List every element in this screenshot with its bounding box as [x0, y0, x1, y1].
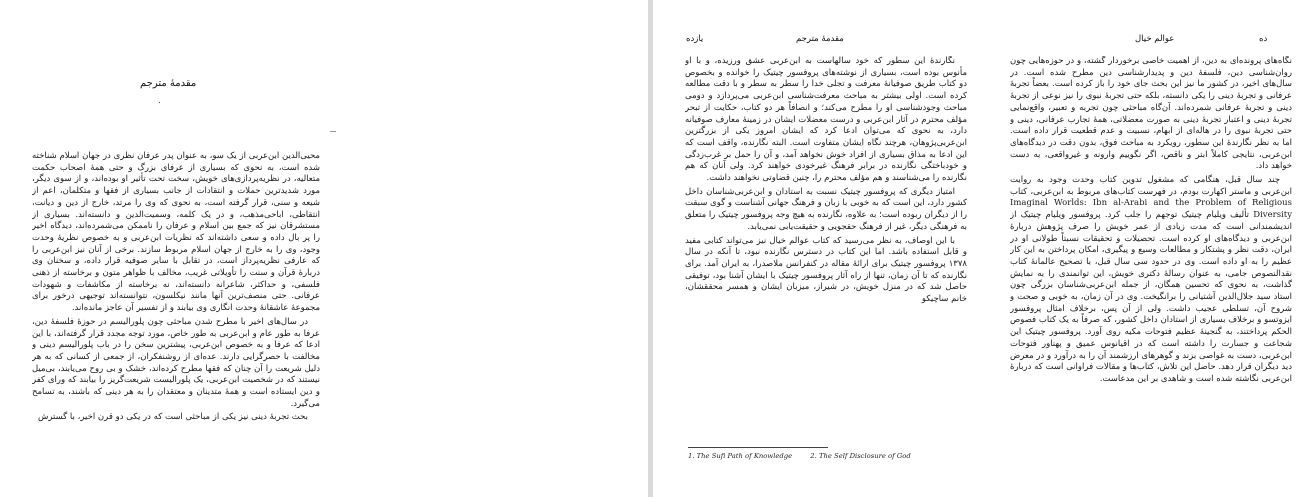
column-right-body	[1010, 56, 1292, 476]
footnote: 1. The Sufi Path of Knowledge	[688, 452, 793, 460]
footnote-rule	[688, 447, 828, 448]
ornament-dot: .	[158, 96, 161, 106]
left-page	[0, 0, 648, 497]
right-page	[653, 0, 1302, 497]
running-header: عوالم خیال	[1135, 34, 1175, 44]
page-title: مقدمهٔ مترجم	[140, 78, 197, 89]
footnote: 2. The Self Disclosure of God	[810, 452, 911, 460]
footnotes	[688, 452, 927, 460]
paragraph: محیی‌الدین ابن‌عربی از یک سو، به عنوان پدر عرفان نظری در جهان اسلام شناخته شده است، به نحوی که بسیاری از عرفای بزرگ و حتی همهٔ اصحاب حکمت متعالیه، در نظریه‌پردازی‌های خویش، سخت تحت تأثیر او بوده‌اند، و از سوی دیگر، مورد شدیدترین حملات و انتقادات از جانب بسیاری از فقها و متکلمان، اعم از شیعه و سنی، قرار گرفته است، به نحوی که وی را مرتد، خارج از دین و دیانت، انتقاطی، اباحی‌مذهب، و در یک کلمه، وسمیت‌الدین و دانسته‌اند. بسیاری از مستشرقان نیز که جمع بین اسلام و عرفان را ناممکن می‌شمرده‌اند، دیدگاه اخیر را پر بال داده و سعی داشته‌اند که نظریات ابن‌عربی و به خصوص نظریهٔ وحدت وجود، وی را به خارج از جهان اسلام مربوط سازند. برخی از آنان نیز ابن‌عربی را که عارفی نظریه‌پرداز است، در تقابل با سایر صوفیه قرار داده، و سخنان وی دربارهٔ قرآن و سنت را تأویلاتی غریب، مخالف با ظواهر متون و برخاسته از ذهنی فلسفی، و حداکثر، شاعرانه دانسته‌اند، نه برخاسته از مکاشفات و شهودات عرفانی. حتی منصف‌ترین آنها مانند نیکلسون، نتوانسته‌اند توجیهی درخور برای مجموعهٔ عاشقانهٔ وحدت انگاری وی بیابند و از تفسیر آن عاجز مانده‌اند.	[32, 151, 320, 314]
page-number: ده	[1259, 34, 1268, 44]
paragraph: نگارندهٔ این سطور که خود سالهاست به ابن‌عربی عشق ورزیده، و با او مأنوس بوده است، بسیاری از نوشته‌های پروفسور چیتیک را خوانده و بخصوص دو کتاب طریق صوفیانهٔ معرفت و تجلی خدا را سطر به سطر و با دقت مطالعه کرده است. اولی بیشتر به مباحث معرفت‌شناسی ابن‌عربی می‌پردازد و دومی مباحث وجودشناسی او را مطرح می‌کند؛ و انصافاً هر دو کتاب، حکایت از تبحر مؤلف محترم در آثار ابن‌عربی و درست معضلات ایشان در زمینهٔ معارف صوفیانه دارد، به نحوی که می‌توان ادعا کرد که ایشان امروز یکی از بزرگترین ابن‌عربی‌پژوهان، هرچند نگاه ایشان متفاوت است. البته نگارنده، واقف است که این ادعا به مذاق بسیاری از افراد خوش نخواهد آمد، و آن را حمل بر غرب‌زدگی و خودباختگی نگارنده در برابر فرهنگ غیرخودی خواهند کرد. ولی آنان که هم نگارنده را می‌شناسند و هم مؤلف محترم را، چنین قضاوتی نخواهند داشت.	[685, 56, 967, 184]
running-header: مقدمهٔ مترجم	[796, 34, 844, 44]
left-page-body	[32, 151, 320, 491]
paragraph: امتیاز دیگری که پروفسور چیتیک نسبت به استادان و ابن‌عربی‌شناسان داخل کشور دارد، این است که به خوبی با زبان و فرهنگ جهانی آشناست و گوی سبقت را از دیگران ربوده است؛ به علاوه، نگارنده به هیچ وجه پروفسور چیتیک را متعلق به فرهنگی دیگر، غیر از فرهنگ حقجویی و حقیقت‌یابی نمی‌یابد.	[685, 186, 967, 232]
page-number: یازده	[686, 34, 704, 44]
paragraph: بحث تجربهٔ دینی نیز یکی از مباحثی است که در یکی دو قرن اخیر، با گسترش	[37, 412, 308, 423]
paragraph: نگاه‌های پرونده‌ای به دین، از اهمیت خاصی برخوردار گشته، و در حوزه‌هایی چون روان‌شناسی دین، فلسفهٔ دین و پدیدارشناسی دین مطرح شده است. در سال‌های اخیر، در کشور ما نیز این بحث جای خود را باز کرده است. بعضاً تجربهٔ عرفانی و تجربهٔ دینی را یکی دانسته، بلکه حتی تجربهٔ نبوی را نیز نوعی از تجربهٔ دینی و تجربهٔ عرفانی شمرده‌اند. آن‌گاه مباحثی چون تجربه و تعبیر، واقع‌نمایی تجربهٔ دینی و اعتبار تجربهٔ دینی به صورت معضلاتی، همهٔ تجارب عرفانی، دینی و حتی تجربهٔ نبوی را در هاله‌ای از ابهام، نسبیت و عدم قطعیت قرار داده است. اما به نظر نگارندهٔ این سطور، رویکرد به مباحث فوق، بدون دقت در دیدگاه‌های ابن‌عربی، نتایجی کاملاً ابتر و ناقص، اگر نگوییم وارونه و غیرواقعی، به دست خواهد داد.	[1010, 56, 1292, 172]
margin-mark	[330, 131, 336, 132]
column-left-body	[685, 56, 967, 440]
paragraph: چند سال قبل، هنگامی که مشغول تدوین کتاب وحدت وجود به روایت ابن‌عربی و ماستر اکهارت بودم، در فهرست کتاب‌های مربوط به ابن‌عربی، کتاب Imaginal Worlds: Ibn al-Arabi and the Problem of Religious Diversity تألیف ویلیام چیتیک توجهم را جلب کرد. پروفسور ویلیام چیتیک از اندیشمندانی است که مدت زیادی از عمر خویش را صرف پژوهش دربارهٔ ابن‌عربی و دیدگاه‌های او کرده است. تحصیلات و تحقیقات نسبتاً طولانی او در ایران، دقت نظر و پشتکار و مطالعات وسیع و پیگیری، امکان پرداختن به این کار عظیم را به او داده است. وی در حدود سی سال قبل، با تصحیح عالمانهٔ کتاب نقدالنصوص جامی، به عنوان رسالهٔ دکتری خویش، این توانمندی را به نمایش گذاشت، به نحوی که تحسین همگان، از جمله ابن‌عربی‌شناسان بزرگی چون استاد سید جلال‌الدین آشتیانی را برانگیخت. وی در آن زمان، به خوبی و صحت و شروح آن، تسلطی عجیب داشت. ولی از آن پس، برخلاف امثال پروفسور ایزوتسو و برخلاف بسیاری از استادان داخل کشور، که صرفاً به یک کتاب فصوص الحکم پرداختند، به گنجینهٔ عظیم فتوحات مکیه روی آورد. پروفسور چیتیک این شجاعت و جسارت را داشته است که در اقیانوس عمیق و پهناور فتوحات ابن‌عربی، دست به غواصی بزند و گوهرهای ارزشمند آن را به درآورد و در معرض دید دیگران قرار دهد. حاصل این تلاش، کتاب‌ها و مقالات فراوانی است که دربارهٔ ابن‌عربی نگاشته شده است و شاهدی بر این مدعاست.	[1010, 175, 1292, 384]
paragraph: در سال‌های اخیر با مطرح شدن مباحثی چون پلورالیسم در حوزهٔ فلسفهٔ دین، عرفا به طور عام و ابن‌عربی به طور خاص، مورد توجه مجدد قرار گرفته‌اند، با این ادعا که عرفا و به خصوص ابن‌عربی، پیشترین سخن را در باب پلورالیسم دینی و مخالفت با حصرگرایی دارند. عده‌ای از روشنفکران، از جمعی از کسانی که به هر دلیل شریعت را آن چنان که فقها مطرح کرده‌اند، خشک و بی روح می‌یابند، بی‌میل نیستند که در شخصیت ابن‌عربی، یک پلورالیست شریعت‌گریز را بیابند که ورای کفر و دین ایستاده است و همهٔ متدینان و معتقدان را به هر دینی که باشند، به تسامح می‌گیرد.	[32, 316, 320, 409]
paragraph: با این اوصاف، به نظر می‌رسید که کتاب عوالم خیال نیز می‌تواند کتابی مفید و قابل استفاده باشد. اما این کتاب در دسترس نگارنده نبود، تا آنکه در سال ۱۳۷۸ پروفسور چیتیک برای ارائهٔ مقاله در کنفرانس ملاصدرا، به ایران آمد. برای نگارنده که تا آن زمان، تنها از راه آثار پروفسور چیتیک با ایشان آشنا بود، توفیقی حاصل شد که در منزل خویش، در شیراز، میزبان ایشان و همسر محققشان، خانم ساچیکو	[685, 235, 967, 305]
